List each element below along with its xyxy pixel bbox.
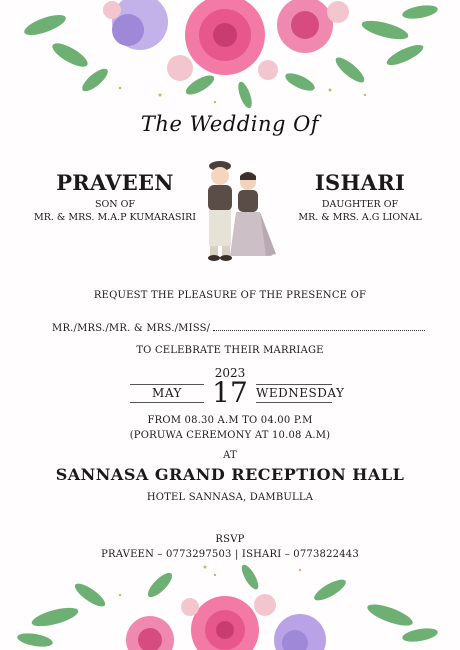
- rsvp-contacts: PRAVEEN – 0773297503 | ISHARI – 0773822443: [101, 549, 359, 560]
- weekday-top-rule: [256, 384, 332, 385]
- month-bottom-rule: [130, 402, 204, 403]
- floral-garland-bottom-icon: [0, 555, 460, 650]
- rsvp-label: RSVP: [215, 534, 245, 545]
- groom-parents: MR. & MRS. M.A.P KUMARASIRI: [33, 212, 197, 223]
- bride-name: ISHARI: [314, 170, 406, 195]
- guest-prefix: MR./MRS./MR. & MRS./MISS/: [52, 323, 211, 334]
- guest-name-blank: [213, 321, 425, 331]
- date-day: 17: [212, 376, 248, 409]
- guest-line: [52, 321, 425, 334]
- time-range: FROM 08.30 A.M TO 04.00 P.M: [147, 415, 313, 426]
- ceremony-time: (PORUWA CEREMONY AT 10.08 A.M): [129, 430, 331, 441]
- venue-at: AT: [223, 450, 237, 461]
- groom-name: PRAVEEN: [56, 170, 174, 195]
- venue-location: HOTEL SANNASA, DAMBULLA: [146, 492, 314, 503]
- couple-illustration: [190, 158, 282, 266]
- date-weekday: WEDNESDAY: [256, 386, 345, 400]
- bride-parents: MR. & MRS. A.G LIONAL: [298, 212, 422, 223]
- date-month: MAY: [152, 386, 182, 400]
- wedding-script-title: The Wedding Of: [140, 112, 320, 136]
- month-top-rule: [130, 384, 204, 385]
- date-year: 2023: [214, 366, 246, 380]
- purpose-line: TO CELEBRATE THEIR MARRIAGE: [136, 345, 324, 356]
- groom-relation: SON OF: [94, 199, 135, 210]
- weekday-bottom-rule: [256, 402, 332, 403]
- venue-name: SANNASA GRAND RECEPTION HALL: [55, 465, 405, 484]
- request-line: REQUEST THE PLEASURE OF THE PRESENCE OF: [93, 290, 367, 301]
- floral-garland-top-icon: [0, 0, 460, 110]
- bride-relation: DAUGHTER OF: [321, 199, 399, 210]
